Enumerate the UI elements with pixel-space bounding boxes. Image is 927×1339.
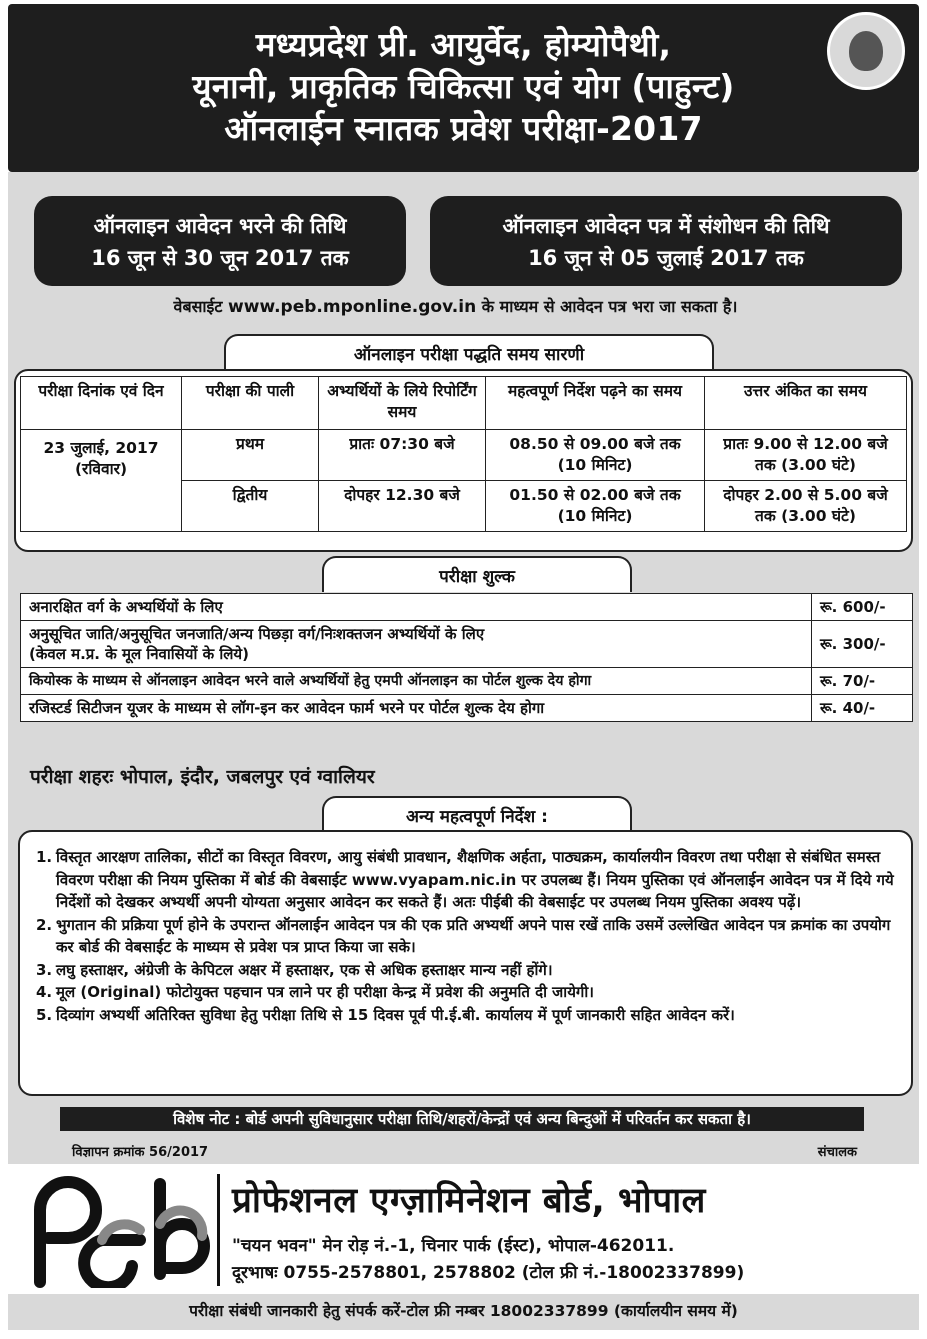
apply-date-box: [34, 196, 406, 286]
fee-amount: रू. 70/-: [812, 668, 913, 695]
shift-cell: द्वितीय: [182, 481, 319, 532]
note-number: 3.: [36, 960, 53, 979]
website-prefix: वेबसाईट: [173, 297, 223, 316]
fees-title: परीक्षा शुल्क: [322, 556, 632, 592]
answer-cell: [705, 481, 907, 532]
instructions-cell: [486, 430, 705, 481]
note-item: [26, 846, 901, 914]
header-line-2: यूनानी, प्राकृतिक चिकित्सा एवं योग (पाहुन्ट): [192, 67, 735, 106]
notes-title: अन्य महत्वपूर्ण निर्देश :: [322, 796, 632, 832]
schedule-table: [20, 376, 907, 532]
answer-duration: तक (3.00 घंटे): [755, 456, 856, 474]
answer-time: दोपहर 2.00 से 5.00 बजे: [723, 486, 888, 504]
correction-date-title: ऑनलाइन आवेदन पत्र में संशोधन की तिथि: [502, 214, 830, 238]
fee-label-line2: (केवल म.प्र. के मूल निवासियों के लिये): [29, 645, 249, 663]
organization-phone: दूरभाषः 0755-2578801, 2578802 (टोल फ्री नं.-18002337899): [232, 1263, 745, 1283]
header-banner: [8, 4, 919, 172]
schedule-header-shift: परीक्षा की पाली: [182, 377, 319, 430]
emblem-seal-icon: [827, 12, 905, 90]
note-text: लघु हस्ताक्षर, अंग्रेजी के केपिटल अक्षर में हस्ताक्षर, एक से अधिक हस्ताक्षर मान्य नहीं होंगे।: [56, 960, 553, 979]
correction-date-range: 16 जून से 05 जुलाई 2017 तक: [528, 246, 804, 270]
note-item: [26, 959, 901, 982]
apply-date-range: 16 जून से 30 जून 2017 तक: [91, 246, 349, 270]
fee-label: रजिस्टर्ड सिटीजन यूजर के माध्यम से लॉग-इन कर आवेदन फार्म भरने पर पोर्टल शुल्क देय होगा: [21, 695, 812, 722]
note-number: 1.: [36, 848, 53, 866]
footer-divider: [217, 1174, 220, 1286]
schedule-title: ऑनलाइन परीक्षा पद्धति समय सारणी: [224, 334, 714, 372]
note-item: [26, 1004, 901, 1027]
reporting-cell: प्रातः 07:30 बजे: [319, 430, 486, 481]
note-number: 4.: [36, 983, 53, 1001]
website-url[interactable]: www.peb.mponline.gov.in: [228, 297, 477, 317]
schedule-row: [21, 430, 907, 481]
note-item: [26, 981, 901, 1004]
answer-duration: तक (3.00 घंटे): [755, 507, 856, 525]
apply-date-title: ऑनलाइन आवेदन भरने की तिथि: [93, 214, 347, 238]
answer-time: प्रातः 9.00 से 12.00 बजे: [723, 435, 888, 453]
instructions-duration: (10 मिनिट): [557, 456, 633, 474]
organization-name: प्रोफेशनल एग्ज़ामिनेशन बोर्ड, भोपाल: [232, 1181, 706, 1221]
exam-day: (रविवार): [74, 460, 128, 478]
header-line-3: ऑनलाईन स्नातक प्रवेश परीक्षा-2017: [224, 109, 703, 148]
ad-number: विज्ञापन क्रमांक 56/2017: [72, 1145, 209, 1160]
fee-amount: रू. 300/-: [812, 621, 913, 668]
contact-note: परीक्षा संबंधी जानकारी हेतु संपर्क करें-टोल फ्री नम्बर 18002337899 (कार्यालयीन समय में): [8, 1296, 919, 1330]
website-suffix: के माध्यम से आवेदन पत्र भरा जा सकता है।: [481, 297, 738, 316]
fee-label: कियोस्क के माध्यम से ऑनलाइन आवेदन भरने वाले अभ्यर्थियों हेतु एमपी ऑनलाइन का पोर्टल शुल्क देय होगा: [21, 668, 812, 695]
schedule-header-row: [21, 377, 907, 430]
signatory: संचालक: [817, 1145, 857, 1160]
notes-panel: [18, 830, 913, 1096]
organization-address: "चयन भवन" मेन रोड़ नं.-1, चिनार पार्क (ईस्ट), भोपाल-462011.: [232, 1236, 675, 1256]
schedule-header-instructions: महत्वपूर्ण निर्देश पढ़ने का समय: [486, 377, 705, 430]
notes-list: [26, 846, 901, 1026]
header-line-1: मध्यप्रदेश प्री. आयुर्वेद, होम्योपैथी,: [255, 25, 672, 64]
fee-amount: रू. 40/-: [812, 695, 913, 722]
correction-date-box: [430, 196, 902, 286]
fee-row: [21, 594, 913, 621]
note-number: 2.: [36, 915, 53, 934]
shift-cell: प्रथम: [182, 430, 319, 481]
instructions-time: 01.50 से 02.00 बजे तक: [509, 486, 681, 504]
schedule-date-cell: [21, 430, 182, 532]
schedule-header-answer: उत्तर अंकित का समय: [705, 377, 907, 430]
note-text: मूल (Original) फोटोयुक्त पहचान पत्र लाने पर ही परीक्षा केन्द्र में प्रवेश की अनुमति दी जायेगी।: [56, 983, 594, 1001]
fees-table: [20, 593, 913, 722]
fee-label: [21, 621, 812, 668]
special-note: विशेष नोट : बोर्ड अपनी सुविधानुसार परीक्षा तिथि/शहरों/केन्द्रों एवं अन्य बिन्दुओं में परिवर्तन कर सकता है।: [60, 1107, 864, 1131]
reporting-cell: दोपहर 12.30 बजे: [319, 481, 486, 532]
schedule-header-reporting: अभ्यर्थियों के लिये रिपोर्टिंग समय: [319, 377, 486, 430]
fee-label-line1: अनुसूचित जाति/अनुसूचित जनजाति/अन्य पिछड़ा वर्ग/निःशक्तजन अभ्यर्थियों के लिए: [29, 625, 485, 643]
fee-row: [21, 621, 913, 668]
note-text: दिव्यांग अभ्यर्थी अतिरिक्त सुविधा हेतु परीक्षा तिथि से 15 दिवस पूर्व पी.ई.बी. कार्यालय में पूर्ण जानकारी सहित आवेदन करें।: [56, 1005, 735, 1024]
answer-cell: [705, 430, 907, 481]
fee-label: अनारक्षित वर्ग के अभ्यर्थियों के लिए: [21, 594, 812, 621]
note-text: भुगतान की प्रक्रिया पूर्ण होने के उपरान्त ऑनलाईन आवेदन पत्र की एक प्रति अभ्यर्थी अपने पास रखें ताकि उसमें उल्लेखित आवेदन पत्र क्रमांक का उपयोग कर बोर्ड की वेबसाईट के माध्यम से प्रवेश पत्र प्राप्त किया जा सके।: [56, 915, 891, 956]
instructions-time: 08.50 से 09.00 बजे तक: [509, 435, 681, 453]
exam-date: 23 जुलाई, 2017: [43, 439, 159, 457]
note-text: विस्तृत आरक्षण तालिका, सीटों का विस्तृत विवरण, आयु संबंधी प्रावधान, शैक्षणिक अर्हता, पाठ्यक्रम, कार्यालयीन विवरण तथा परीक्षा से संबंधित समस्त विवरण परीक्षा की नियम पुस्तिका में बोर्ड की वेबसाईट www.vyapam.nic.in पर उपलब्ध हैं। नियम पुस्तिका एवं ऑनलाईन आवेदन पत्र में दिये गये निर्देशों को देखकर अभ्यर्थी अपनी योग्यता अनुसार आवेदन कर सकते हैं। अतः पीईबी की वेबसाईट पर उपलब्ध नियम पुस्तिका अवश्य पढ़ें।: [56, 848, 894, 911]
website-line: [0, 295, 911, 317]
note-number: 5.: [36, 1005, 53, 1024]
fee-row: [21, 668, 913, 695]
peb-logo-icon: [20, 1170, 210, 1288]
note-item: [26, 914, 901, 959]
fee-row: [21, 695, 913, 722]
exam-cities: परीक्षा शहरः भोपाल, इंदौर, जबलपुर एवं ग्वालियर: [30, 766, 375, 788]
instructions-duration: (10 मिनिट): [557, 507, 633, 525]
instructions-cell: [486, 481, 705, 532]
schedule-header-date: परीक्षा दिनांक एवं दिन: [21, 377, 182, 430]
fee-amount: रू. 600/-: [812, 594, 913, 621]
